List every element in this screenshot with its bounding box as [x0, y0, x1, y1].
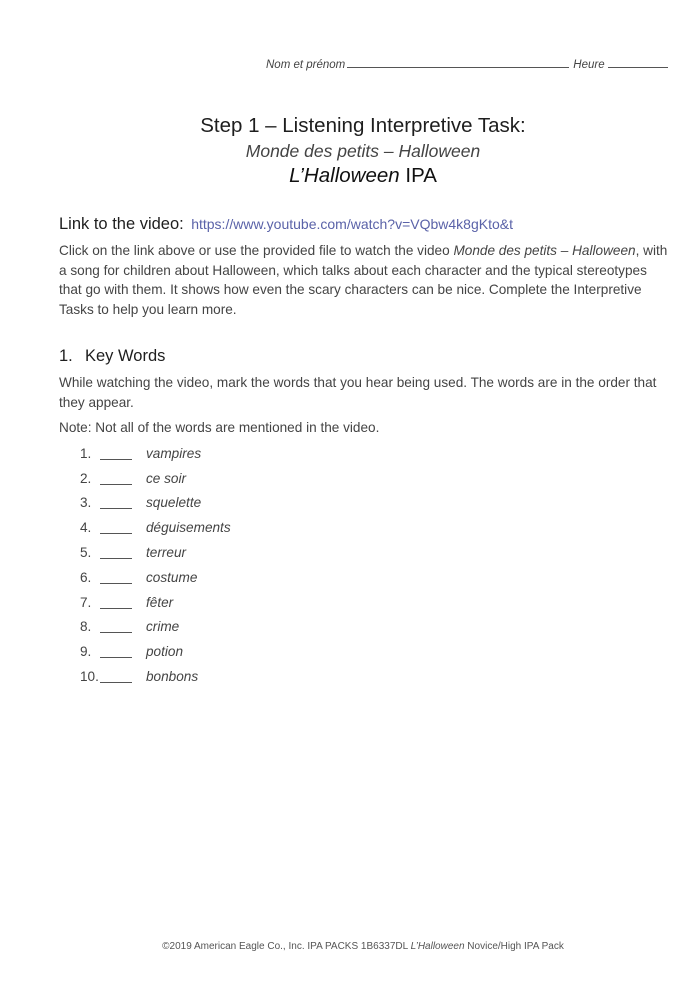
word-list-item	[80, 615, 231, 640]
footer-text-2: Novice/High IPA Pack	[464, 941, 564, 952]
word-number: 4.	[80, 520, 92, 536]
student-header	[266, 56, 668, 71]
word-blank-field[interactable]	[100, 596, 132, 609]
word-list-item	[80, 540, 231, 565]
ipa-title-suffix: IPA	[399, 164, 437, 187]
intro-text-1: Click on the link above or use the provided file to watch the video	[59, 243, 454, 258]
intro-paragraph	[59, 241, 671, 319]
key-word-list	[80, 441, 231, 689]
section-number: 1.	[59, 347, 73, 365]
word-list-item	[80, 441, 231, 466]
intro-video-title: Monde des petits – Halloween	[453, 243, 636, 258]
word-text: squelette	[146, 495, 202, 511]
section-title: Key Words	[85, 347, 166, 365]
page-title: Step 1 – Listening Interpretive Task:	[200, 114, 526, 137]
video-link-row	[59, 215, 513, 234]
word-number: 8.	[80, 619, 92, 635]
video-link[interactable]: https://www.youtube.com/watch?v=VQbw4k8gKto&t	[191, 216, 513, 232]
word-list-item	[80, 639, 231, 664]
word-number: 1.	[80, 445, 92, 461]
word-blank-field[interactable]	[100, 447, 132, 460]
word-text: vampires	[146, 445, 202, 461]
word-list-item	[80, 565, 231, 590]
word-text: costume	[146, 569, 198, 585]
word-number: 2.	[80, 470, 92, 486]
word-blank-field[interactable]	[100, 645, 132, 658]
word-text: fêter	[146, 594, 174, 610]
word-blank-field[interactable]	[100, 571, 132, 584]
word-number: 3.	[80, 495, 92, 511]
page-footer	[0, 941, 696, 952]
word-number: 5.	[80, 545, 92, 561]
footer-text-1: ©2019 American Eagle Co., Inc. IPA PACKS 1B6337DL	[162, 941, 411, 952]
word-text: potion	[146, 644, 184, 660]
word-number: 9.	[80, 644, 92, 660]
section-note: Note: Not all of the words are mentioned in the video.	[59, 420, 380, 435]
section-heading	[59, 347, 165, 366]
word-text: déguisements	[146, 520, 231, 536]
ipa-title-italic: L’Halloween	[289, 164, 400, 187]
word-number: 10.	[80, 669, 99, 685]
footer-italic: L’Halloween	[410, 941, 465, 952]
word-blank-field[interactable]	[100, 620, 132, 633]
word-text: crime	[146, 619, 180, 635]
hour-field[interactable]	[608, 56, 668, 68]
page-subtitle: Monde des petits – Halloween	[245, 141, 481, 161]
name-field[interactable]	[347, 56, 569, 68]
ipa-title	[0, 163, 696, 189]
video-link-label: Link to the video:	[59, 215, 184, 233]
word-text: bonbons	[146, 669, 199, 685]
word-blank-field[interactable]	[100, 496, 132, 509]
word-list-item	[80, 466, 231, 491]
word-list-item	[80, 590, 231, 615]
word-blank-field[interactable]	[100, 670, 132, 683]
name-label: Nom et prénom	[266, 59, 346, 71]
word-number: 7.	[80, 594, 92, 610]
word-blank-field[interactable]	[100, 521, 132, 534]
word-blank-field[interactable]	[100, 472, 132, 485]
word-list-item	[80, 515, 231, 540]
word-text: ce soir	[146, 470, 187, 486]
intro-text-2: , with a song for children about Halloween, which talks about each character and the typical stereotypes that go with them. It shows how even the scary characters can be nice. Complete the Interpretive Tasks to help you learn more.	[59, 243, 668, 317]
word-list-item	[80, 664, 231, 689]
section-instructions: While watching the video, mark the words that you hear being used. The words are in the order that they appear.	[59, 375, 657, 410]
title-block	[0, 112, 696, 189]
word-text: terreur	[146, 545, 187, 561]
word-blank-field[interactable]	[100, 546, 132, 559]
word-number: 6.	[80, 569, 92, 585]
hour-label: Heure	[573, 59, 605, 71]
word-list-item	[80, 491, 231, 516]
